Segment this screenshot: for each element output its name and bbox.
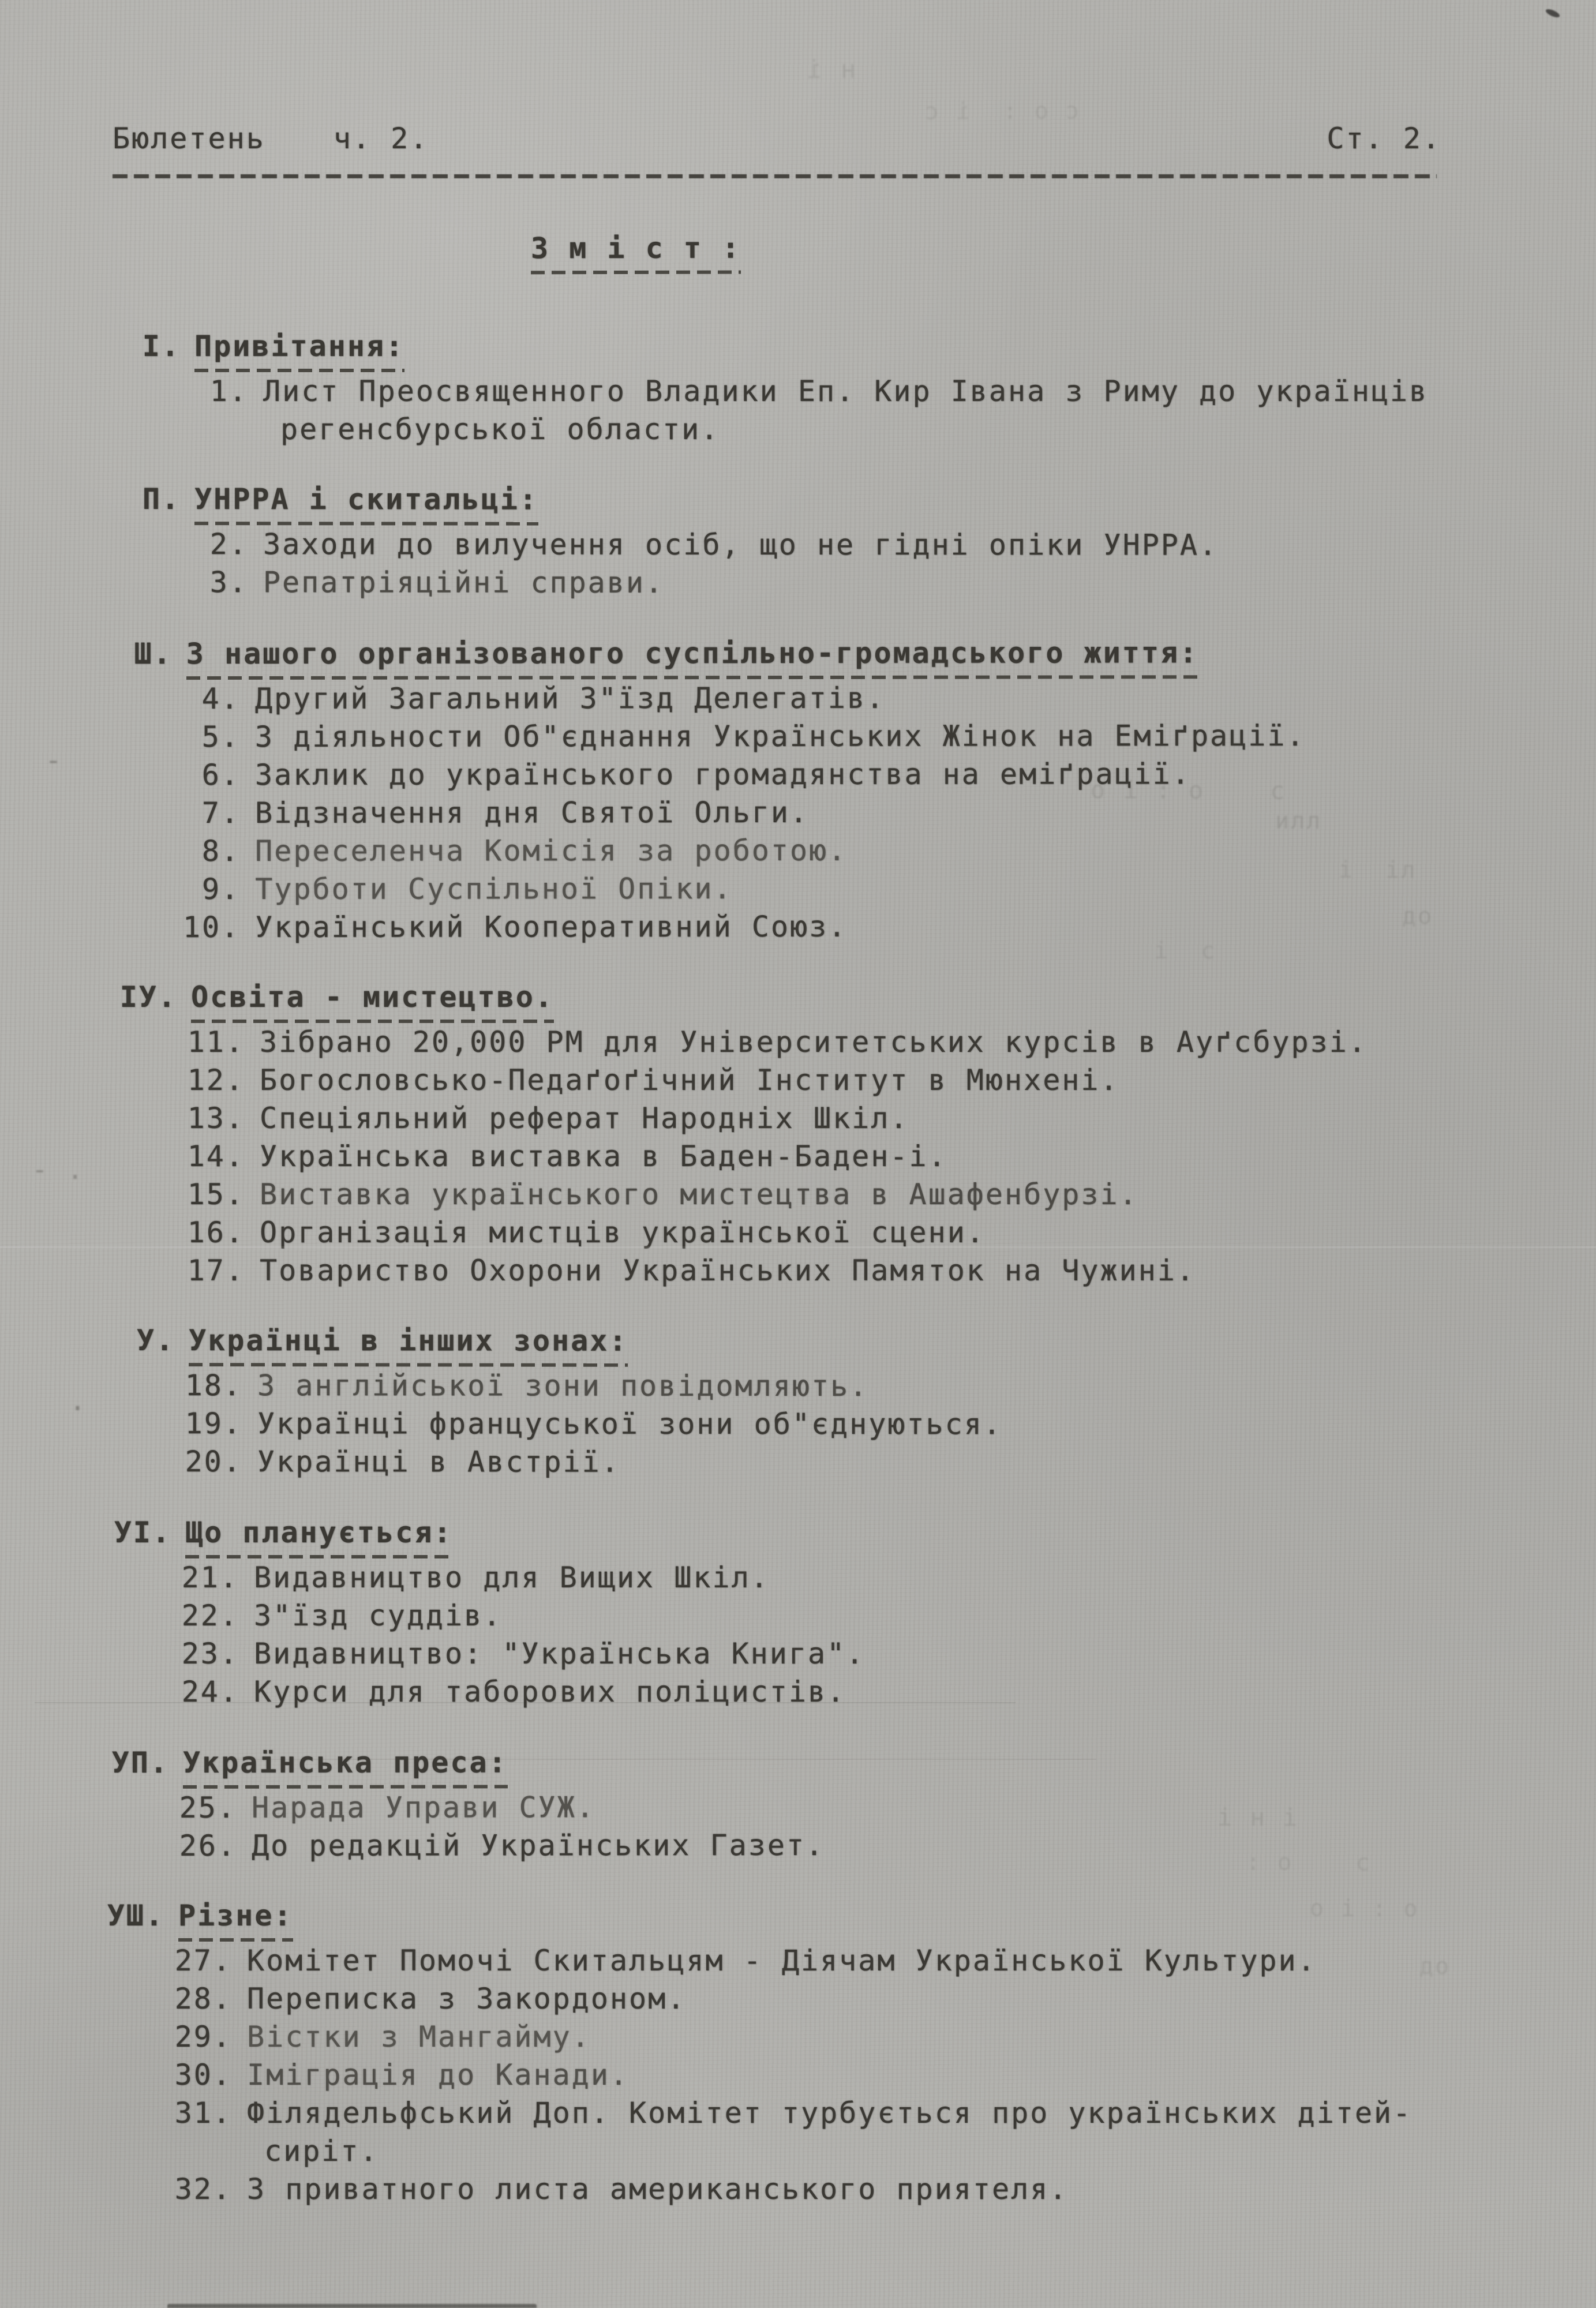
item-text: З"їзд суддів. xyxy=(254,1599,503,1632)
ghost-bleed-text: - . xyxy=(31,1153,85,1186)
item-number: 4. xyxy=(201,681,240,716)
item-text: Виставка українського мистецтва в Ашафенбурзі. xyxy=(260,1178,1138,1211)
section-items xyxy=(183,372,1458,448)
toc-item xyxy=(175,755,1458,794)
toc-item xyxy=(180,1023,1458,1061)
item-text: Курси для таборових поліцистів. xyxy=(254,1675,846,1708)
item-text: Репатріяційні справи. xyxy=(263,565,665,600)
item-number: 17. xyxy=(187,1254,245,1287)
item-text: Богословсько-Педаґоґічний Інститут в Мюнхені. xyxy=(260,1063,1119,1097)
toc-item xyxy=(183,563,1458,602)
ghost-bleed-text: илл xyxy=(1275,807,1322,835)
toc-item xyxy=(174,1558,1458,1597)
section-heading: Освіта - мистецтво. xyxy=(191,978,554,1023)
section-items xyxy=(180,1023,1458,1290)
item-text: Турботи Суспільної Опіки. xyxy=(255,872,733,906)
toc-section xyxy=(113,480,1458,602)
item-number: 30. xyxy=(174,2058,232,2092)
section-heading: З нашого організованого суспільно-громадського життя: xyxy=(186,634,1199,680)
section-header-row xyxy=(107,1321,1458,1367)
ghost-bleed-text: до xyxy=(1402,902,1434,930)
item-text: Другий Загальний З"їзд Делегатів. xyxy=(254,681,886,715)
toc-item xyxy=(180,1175,1458,1213)
item-text: Переселенча Комісія за роботою. xyxy=(255,833,848,868)
issue-number: ч. 2. xyxy=(333,122,429,155)
paper-crease xyxy=(0,1246,1596,1248)
toc-title: З м і с т : xyxy=(531,229,741,275)
toc-item xyxy=(180,1252,1458,1290)
toc-item xyxy=(175,907,1458,946)
item-text: Лист Преосвященного Владики Еп. Кир Івана з Риму до українців регенсбурської области. xyxy=(263,374,1429,446)
dashed-divider-line xyxy=(113,174,1437,178)
item-text: Комітет Помочі Скитальцям - Діячам Української Культури. xyxy=(247,1944,1317,1977)
section-header-row xyxy=(104,634,1458,680)
toc-section xyxy=(113,327,1458,448)
item-text: Спеціяльний реферат Народніх Шкіл. xyxy=(260,1101,909,1135)
toc-item xyxy=(174,1635,1458,1673)
item-number: 1. xyxy=(209,374,248,408)
toc-item xyxy=(183,525,1458,564)
section-heading: Що планується: xyxy=(185,1513,452,1558)
item-text: Організація мистців української сцени. xyxy=(260,1216,986,1249)
section-items xyxy=(183,525,1458,602)
ghost-bleed-text: : о с xyxy=(1246,1849,1372,1876)
toc-item xyxy=(178,1366,1458,1406)
toc-item xyxy=(175,831,1458,870)
item-text: Видавництво: "Українська Книга". xyxy=(254,1637,866,1670)
toc-item xyxy=(175,869,1458,908)
section-heading: Різне: xyxy=(178,1897,293,1942)
section-items xyxy=(174,1558,1458,1711)
paper-crease xyxy=(35,1702,1016,1703)
item-number: 20. xyxy=(185,1445,242,1479)
item-number: 21. xyxy=(181,1561,239,1594)
toc-item xyxy=(180,1061,1458,1099)
item-text: Зібрано 20,000 РМ для Університетських курсів в Ауґсбурзі. xyxy=(260,1025,1368,1059)
toc-item xyxy=(167,2094,1458,2170)
ghost-bleed-text: - xyxy=(44,744,64,777)
toc-item xyxy=(178,1442,1458,1482)
section-items xyxy=(175,679,1458,946)
section-numeral: П. xyxy=(142,482,181,516)
ghost-bleed-text: о і : о xyxy=(1309,1895,1419,1923)
item-text: Український Кооперативний Союз. xyxy=(255,909,848,944)
item-text: Заклик до українського громадянства на еміґрації. xyxy=(254,757,1192,792)
section-header-row xyxy=(113,480,1458,526)
toc-item xyxy=(172,1826,1458,1865)
item-text: З діяльности Об"єднання Українських Жінок на Еміґрації. xyxy=(254,719,1306,754)
ghost-bleed-text: . xyxy=(69,1384,88,1418)
item-number: 15. xyxy=(187,1178,245,1211)
item-text: Іміграція до Канади. xyxy=(247,2058,630,2092)
ghost-bleed-text: і н і xyxy=(1217,1803,1299,1832)
ghost-bleed-text: о і : о с xyxy=(1090,775,1287,805)
ghost-bleed-text: і іл xyxy=(1338,856,1417,884)
item-number: 8. xyxy=(201,834,241,868)
item-text: Заходи до вилучення осіб, що не гідні опіки УНРРА. xyxy=(263,527,1219,562)
toc-item xyxy=(167,2170,1458,2208)
section-header-row xyxy=(113,327,1458,372)
item-text: Українці в Австрії. xyxy=(257,1445,620,1479)
section-numeral: І. xyxy=(142,329,181,363)
section-numeral: УШ. xyxy=(107,1899,164,1932)
section-header-row xyxy=(96,1897,1458,1942)
page-number: Ст. 2. xyxy=(1327,122,1441,155)
toc-item xyxy=(180,1137,1458,1175)
item-number: 16. xyxy=(187,1216,245,1249)
toc-item xyxy=(174,1597,1458,1635)
toc-item xyxy=(175,717,1458,756)
item-number: 7. xyxy=(201,796,241,830)
toc-section xyxy=(109,978,1458,1290)
section-heading: Привітання: xyxy=(194,327,404,372)
section-numeral: УП. xyxy=(111,1745,169,1780)
section-items xyxy=(178,1366,1458,1482)
section-heading: Українці в інших зонах: xyxy=(189,1321,628,1367)
toc-section xyxy=(104,634,1458,946)
item-number: 19. xyxy=(185,1407,242,1441)
item-number: 3. xyxy=(209,565,248,600)
ghost-bleed-text: с о : і с xyxy=(923,98,1080,125)
item-number: 5. xyxy=(201,720,240,754)
item-number: 28. xyxy=(174,1982,232,2015)
ghost-bleed-text: до xyxy=(1419,1953,1451,1980)
item-text: Товариство Охорони Українських Памяток на Чужині. xyxy=(260,1254,1196,1287)
item-number: 9. xyxy=(201,872,241,906)
item-text: Філядельфський Доп. Комітет турбується про українських дітей-сиріт. xyxy=(247,2096,1413,2168)
section-items xyxy=(172,1788,1458,1865)
section-header-row xyxy=(103,1513,1458,1558)
section-numeral: Ш. xyxy=(134,637,173,671)
item-number: 13. xyxy=(187,1101,245,1135)
item-text: Відзначення дня Святої Ольги. xyxy=(255,795,810,830)
item-number: 6. xyxy=(201,758,241,792)
toc-item xyxy=(172,1788,1458,1827)
ghost-bleed-text: і с xyxy=(1153,937,1217,965)
toc-item xyxy=(167,1942,1458,1980)
toc-item xyxy=(167,2018,1458,2056)
item-number: 2. xyxy=(209,527,249,561)
toc-item xyxy=(167,1980,1458,2018)
item-number: 11. xyxy=(187,1025,245,1059)
item-number: 31. xyxy=(174,2096,232,2130)
section-heading: УНРРА і скитальці: xyxy=(194,480,538,526)
item-number: 18. xyxy=(185,1369,243,1403)
item-text: До редакцій Українських Газет. xyxy=(252,1828,825,1863)
item-text: Українська виставка в Баден-Баден-і. xyxy=(260,1140,947,1173)
item-number: 23. xyxy=(181,1637,239,1670)
item-number: 32. xyxy=(174,2172,232,2206)
item-text: Нарада Управи СУЖ. xyxy=(251,1790,595,1824)
toc-section xyxy=(96,1897,1458,2208)
toc-item xyxy=(167,2056,1458,2094)
item-number: 10. xyxy=(182,910,241,945)
item-number: 24. xyxy=(181,1675,239,1708)
toc-section xyxy=(103,1513,1458,1711)
toc-item xyxy=(174,1673,1458,1711)
item-number: 12. xyxy=(187,1063,245,1097)
ghost-bleed-text: н і xyxy=(804,54,856,85)
item-text: Видавництво для Вищих Шкіл. xyxy=(254,1561,770,1594)
item-number: 25. xyxy=(179,1790,237,1824)
toc-item xyxy=(175,793,1458,835)
page-header xyxy=(0,0,1596,155)
toc-section xyxy=(101,1743,1458,1865)
publication-title: Бюлетень xyxy=(113,122,265,155)
toc-sections xyxy=(0,327,1596,2208)
section-heading: Українська преса: xyxy=(183,1743,508,1788)
item-number: 14. xyxy=(187,1140,245,1173)
scan-edge-mark xyxy=(167,2304,537,2308)
item-text: Українці француської зони об"єднуються. xyxy=(257,1407,1002,1441)
toc-item xyxy=(183,372,1458,448)
section-header-row xyxy=(101,1743,1458,1789)
section-numeral: УІ. xyxy=(114,1516,171,1549)
item-number: 22. xyxy=(181,1599,239,1632)
section-items xyxy=(167,1942,1458,2208)
toc-section xyxy=(107,1321,1458,1482)
section-numeral: ІУ. xyxy=(119,980,177,1014)
item-text: З приватного листа американського приятеля. xyxy=(247,2172,1069,2206)
item-number: 26. xyxy=(179,1829,237,1863)
toc-item xyxy=(175,679,1458,718)
section-numeral: У. xyxy=(136,1324,175,1358)
item-text: Вістки з Мангайму. xyxy=(247,2020,591,2054)
toc-item xyxy=(178,1404,1458,1444)
item-number: 27. xyxy=(174,1944,232,1977)
item-number: 29. xyxy=(174,2020,232,2054)
section-header-row xyxy=(109,978,1458,1023)
item-text: Переписка з Закордоном. xyxy=(247,1982,687,2015)
toc-item xyxy=(180,1099,1458,1137)
item-text: З англійської зони повідомляють. xyxy=(257,1369,869,1403)
